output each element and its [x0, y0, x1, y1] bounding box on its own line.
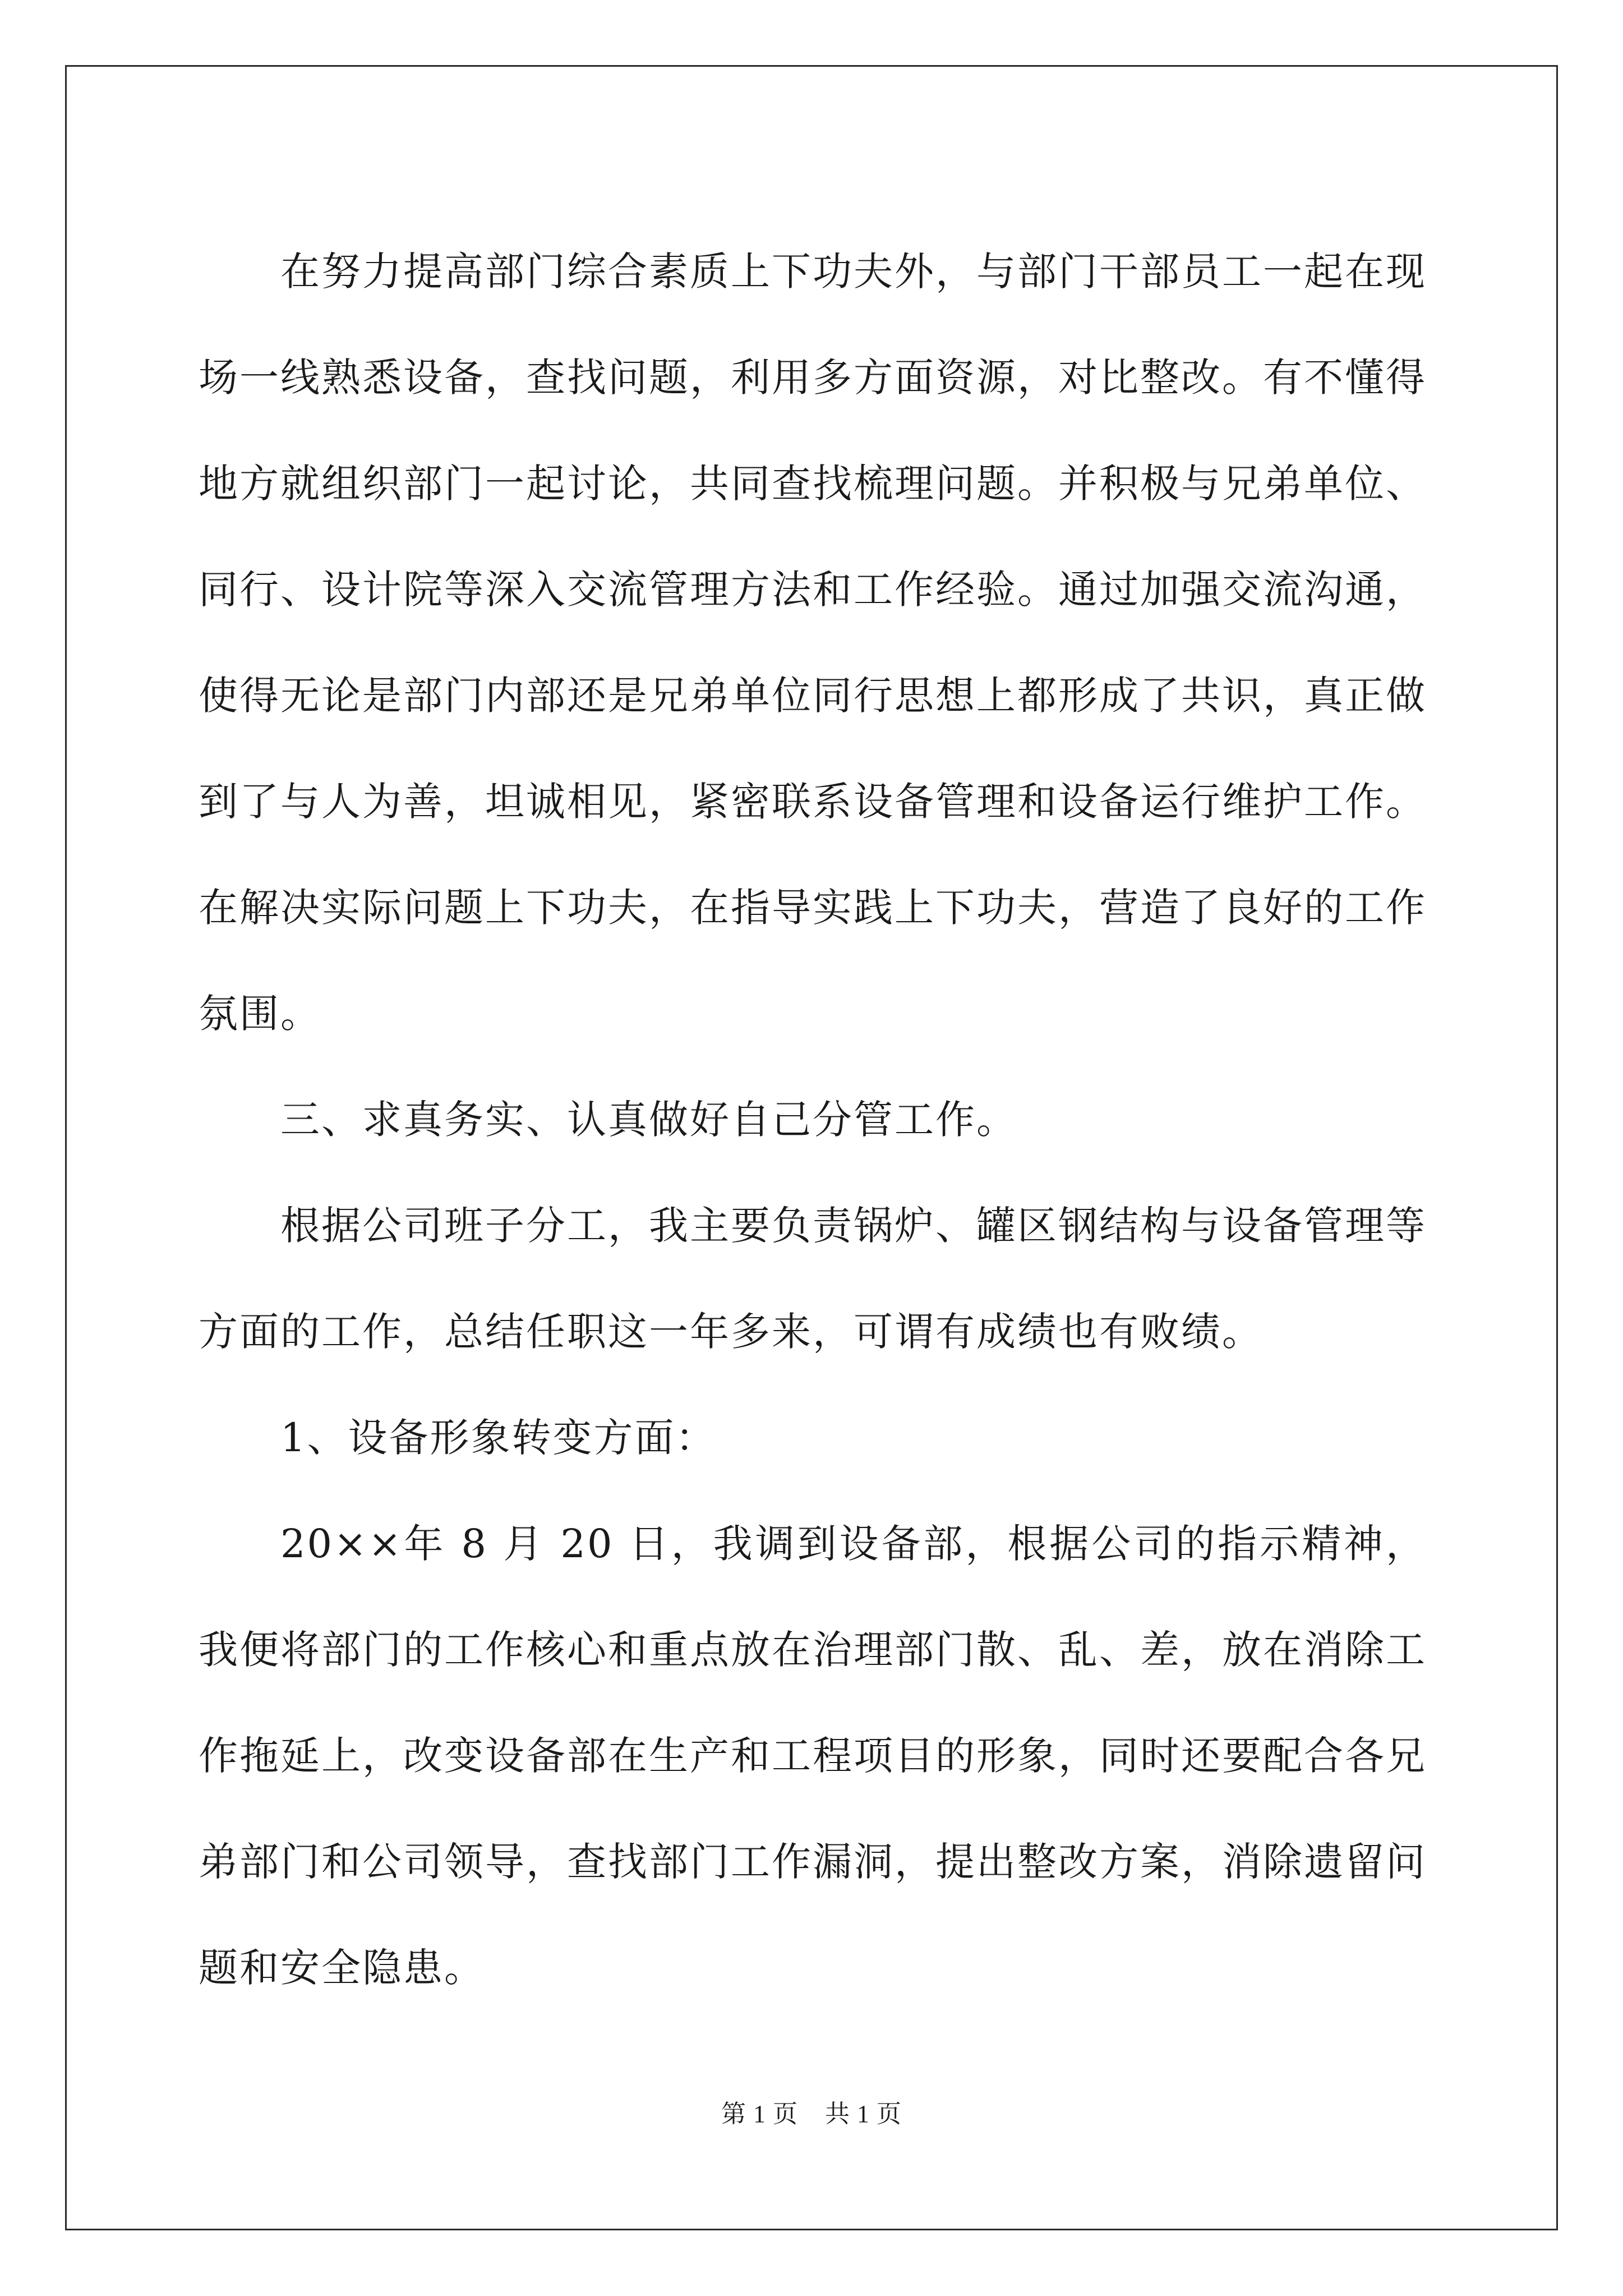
- page-total: 共 1 页: [825, 2100, 902, 2128]
- paragraph: 根据公司班子分工，我主要负责锅炉、罐区钢结构与设备管理等方面的工作，总结任职这一年多来，可谓有成绩也有败绩。: [199, 1203, 1427, 1355]
- paragraph: 在努力提高部门综合素质上下功夫外，与部门干部员工一起在现场一线熟悉设备，查找问题，利用多方面资源，对比整改。有不懂得地方就组织部门一起讨论，共同查找梳理问题。并积极与兄弟单位、同行、设计院等深入交流管理方法和工作经验。通过加强交流沟通，使得无论是部门内部还是兄弟单位同行思想上都形成了共识，真正做到了与人为善，坦诚相见，紧密联系设备管理和设备运行维护工作。在解决实际问题上下功夫，在指导实践上下功夫，营造了良好的工作氛围。: [199, 249, 1427, 1037]
- document-body: [199, 219, 1427, 2021]
- paragraph: 20××年 8 月 20 日，我调到设备部，根据公司的指示精神，我便将部门的工作核心和重点放在治理部门散、乱、差，放在消除工作拖延上，改变设备部在生产和工程项目的形象，同时还要配合各兄弟部门和公司领导，查找部门工作漏洞，提出整改方案，消除遗留问题和安全隐患。: [199, 1521, 1427, 1991]
- section-heading: 三、求真务实、认真做好自己分管工作。: [280, 1097, 1017, 1143]
- subsection-heading: 1、设备形象转变方面：: [280, 1415, 717, 1461]
- page-number: 第 1 页: [721, 2100, 798, 2128]
- page-footer: [0, 2093, 1623, 2129]
